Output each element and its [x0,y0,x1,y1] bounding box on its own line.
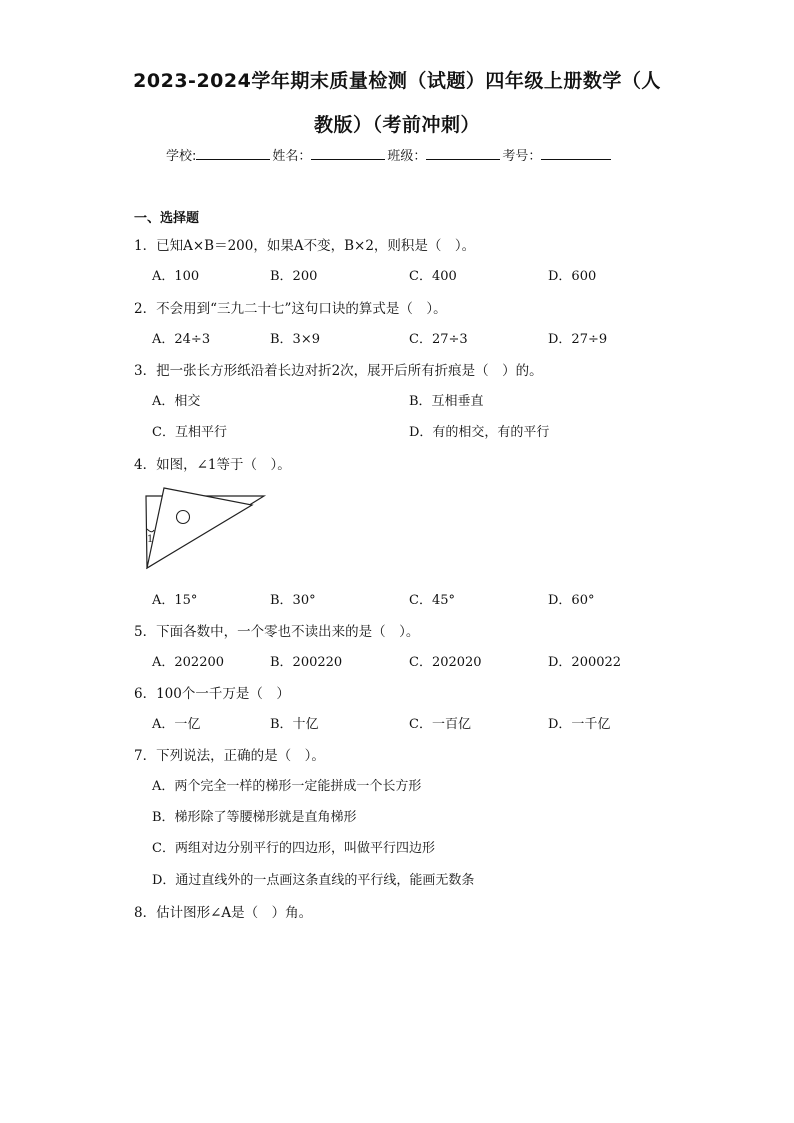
q5-option-d: D．200022 [548,655,622,670]
question-4: 4．如图，∠1等于（ ）。 [134,457,291,473]
question-3: 3．把一张长方形纸沿着长边对折2次，展开后所有折痕是（ ）的。 [134,363,543,379]
q5-option-a: A．202200 [152,655,225,670]
section-title: 一、选择题 [134,211,200,226]
q6-option-d: D．一千亿 [548,717,611,732]
q3-option-c: C．互相平行 [152,425,227,440]
q4-option-b: B．30° [270,593,316,608]
q2-option-b: B．3×9 [270,332,320,347]
q2-option-a: A．24÷3 [152,332,211,347]
q2-option-d: D．27÷9 [548,332,608,347]
angle-1-arc [147,529,154,532]
q1-option-d: D．600 [548,269,597,284]
exam-number-label: 考号： [502,149,542,164]
angle-1-label: 1 [147,534,154,545]
q4-option-c: C．45° [409,593,455,608]
student-info-row [166,145,613,164]
set-square-triangle [147,488,252,568]
school-blank[interactable] [196,147,270,160]
q7-option-b: B．梯形除了等腰梯形就是直角梯形 [152,810,357,825]
q7-option-d: D．通过直线外的一点画这条直线的平行线，能画无数条 [152,873,475,888]
page-title-line1: 2023-2024学年期末质量检测（试题）四年级上册数学（人 [133,70,661,92]
q6-option-b: B．十亿 [270,717,319,732]
page-title-line2: 教版）（考前冲刺） [313,114,480,136]
q4-option-a: A．15° [152,593,198,608]
q4-option-d: D．60° [548,593,595,608]
q5-option-c: C．202020 [409,655,482,670]
q6-option-c: C．一百亿 [409,717,471,732]
q6-option-a: A．一亿 [152,717,201,732]
q1-option-b: B．200 [270,269,318,284]
question-7: 7．下列说法，正确的是（ ）。 [134,748,325,764]
question-6: 6．100个一千万是（ ） [134,686,290,702]
set-square-figure [144,485,270,571]
question-5: 5．下面各数中，一个零也不读出来的是（ ）。 [134,624,420,640]
q5-option-b: B．200220 [270,655,343,670]
q7-option-a: A．两个完全一样的梯形一定能拼成一个长方形 [152,779,422,794]
class-label: 班级： [387,149,427,164]
q3-option-b: B．互相垂直 [409,394,484,409]
question-8: 8．估计图形∠A是（ ）角。 [134,905,313,921]
name-label: 姓名： [272,149,312,164]
q3-option-d: D．有的相交，有的平行 [409,425,550,440]
question-1: 1．已知A×B＝200，如果A不变，B×2，则积是（ ）。 [134,238,476,254]
q1-option-a: A．100 [152,269,200,284]
question-2: 2．不会用到“三九二十七”这句口诀的算式是（ ）。 [134,301,447,317]
q2-option-c: C．27÷3 [409,332,468,347]
school-label: 学校: [166,149,197,164]
q3-option-a: A．相交 [152,394,201,409]
name-blank[interactable] [311,147,385,160]
q7-option-c: C．两组对边分别平行的四边形，叫做平行四边形 [152,841,435,856]
class-blank[interactable] [426,147,500,160]
q1-option-c: C．400 [409,269,457,284]
exam-number-blank[interactable] [541,147,611,160]
